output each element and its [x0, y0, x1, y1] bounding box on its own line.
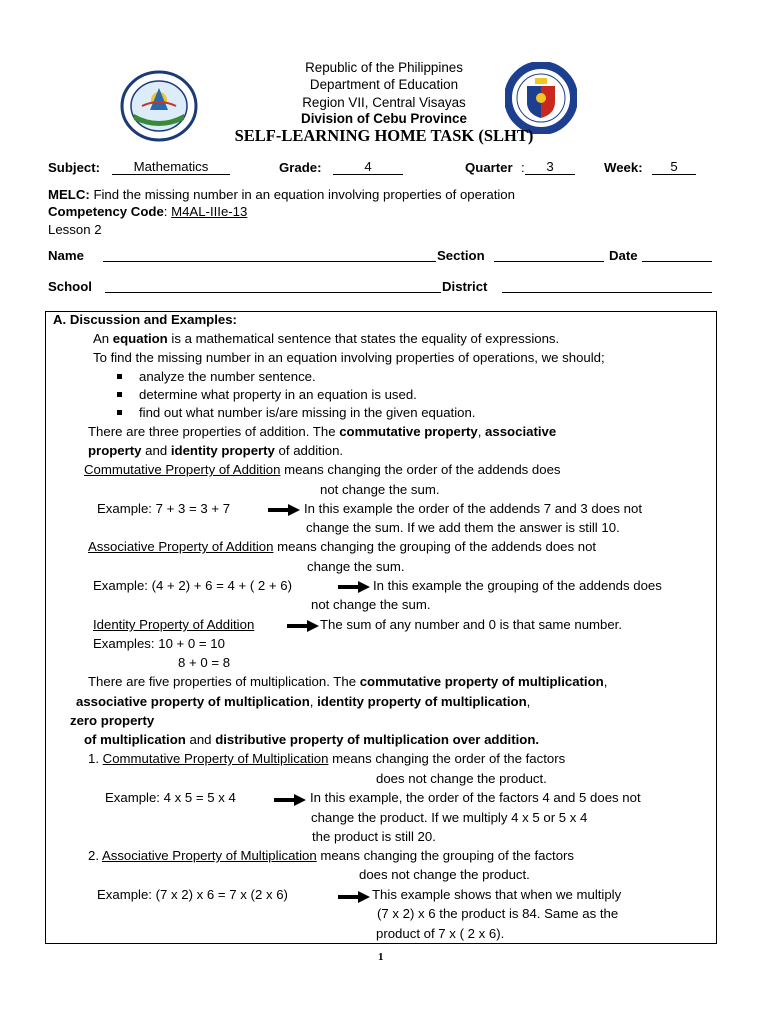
equation-definition: An equation is a mathematical sentence that states the equality of expressions. [93, 331, 560, 346]
associative-multiplication: 2. Associative Property of Multiplication means changing the grouping of the factors [88, 848, 575, 863]
date-field[interactable] [642, 261, 712, 262]
week-value: 5 [652, 160, 696, 175]
melc-text: Find the missing number in an equation involving properties of operation [93, 187, 515, 202]
commutative-example-text: In this example the order of the addends 7 and 3 does not [304, 501, 642, 516]
commutative-example-text-2: change the sum. If we add them the answer is still 10. [306, 520, 620, 535]
district-field[interactable] [502, 292, 712, 293]
bullet-icon [117, 374, 122, 379]
competency-line: Competency Code: M4AL-IIIe-13 [48, 204, 248, 219]
section-label: Section [437, 248, 485, 263]
associative-multiplication-2: does not change the product. [359, 867, 530, 882]
addition-intro-2: property and identity property of addition. [88, 443, 344, 458]
multiplication-intro-3: zero property [70, 713, 155, 728]
commutative-addition-2: not change the sum. [320, 482, 440, 497]
commutative-example: Example: 7 + 3 = 3 + 7 [97, 501, 231, 516]
quarter-label: Quarter [465, 160, 513, 175]
competency-code: M4AL-IIIe-13 [171, 204, 248, 219]
header-division: Division of Cebu Province [301, 111, 467, 126]
grade-label: Grade: [279, 160, 322, 175]
arrow-right-icon [338, 581, 370, 593]
week-label: Week: [604, 160, 643, 175]
header-region: Region VII, Central Visayas [302, 95, 466, 110]
header-republic: Republic of the Philippines [305, 60, 463, 75]
subject-label: Subject: [48, 160, 101, 175]
arrow-right-icon [274, 794, 306, 806]
school-field[interactable] [105, 292, 441, 293]
identity-addition-text: The sum of any number and 0 is that same number. [320, 617, 623, 632]
arrow-right-icon [268, 504, 300, 516]
multiplication-intro: There are five properties of multiplication. The commutative property of multiplication, [88, 674, 608, 689]
addition-intro: There are three properties of addition. The commutative property, associative [88, 424, 557, 439]
name-field[interactable] [103, 261, 436, 262]
commutative-multiplication: 1. Commutative Property of Multiplication means changing the order of the factors [88, 751, 566, 766]
identity-example-1: Examples: 10 + 0 = 10 [93, 636, 225, 651]
header-department: Department of Education [309, 77, 459, 92]
associative-addition-2: change the sum. [307, 559, 405, 574]
associative-example-text: In this example the grouping of the addends does [373, 578, 662, 593]
bullet-icon [117, 410, 122, 415]
multiplication-intro-2: associative property of multiplication, identity property of multiplication, [76, 694, 531, 709]
competency-label: Competency Code [48, 204, 164, 219]
multiplication-example-1: Example: 4 x 5 = 5 x 4 [105, 790, 236, 805]
multiplication-example-2-text-3: product of 7 x ( 2 x 6). [376, 926, 505, 941]
arrow-right-icon [338, 891, 370, 903]
multiplication-example-1-text: In this example, the order of the factors 4 and 5 does not [310, 790, 641, 805]
multiplication-example-2: Example: (7 x 2) x 6 = 7 x (2 x 6) [97, 887, 288, 902]
multiplication-example-1-text-2: change the product. If we multiply 4 x 5 or 5 x 4 [311, 810, 588, 825]
list-item: analyze the number sentence. [139, 369, 316, 384]
commutative-addition: Commutative Property of Addition means changing the order of the addends does [84, 462, 561, 477]
multiplication-intro-4: of multiplication and distributive property of multiplication over addition. [84, 732, 540, 747]
instruction-text: To find the missing number in an equation involving properties of operations, we should; [93, 350, 605, 365]
subject-value: Mathematics [112, 160, 230, 175]
arrow-right-icon [287, 620, 319, 632]
multiplication-example-2-text: This example shows that when we multiply [372, 887, 622, 902]
page-number: 1 [378, 951, 384, 963]
lesson-label: Lesson 2 [48, 222, 102, 237]
section-field[interactable] [494, 261, 604, 262]
identity-addition-term: Identity Property of Addition [93, 617, 255, 632]
name-label: Name [48, 248, 84, 263]
list-item: determine what property in an equation is used. [139, 387, 417, 402]
district-label: District [442, 279, 488, 294]
melc-label: MELC: [48, 187, 90, 202]
multiplication-example-1-text-3: the product is still 20. [312, 829, 436, 844]
quarter-value: 3 [525, 160, 575, 175]
school-label: School [48, 279, 92, 294]
section-heading: A. Discussion and Examples: [53, 312, 237, 327]
grade-value: 4 [333, 160, 403, 175]
bullet-icon [117, 392, 122, 397]
associative-example: Example: (4 + 2) + 6 = 4 + ( 2 + 6) [93, 578, 293, 593]
date-label: Date [609, 248, 638, 263]
melc-line [48, 187, 515, 202]
commutative-multiplication-2: does not change the product. [376, 771, 547, 786]
identity-example-2: 8 + 0 = 8 [178, 655, 231, 670]
page-title: SELF-LEARNING HOME TASK (SLHT) [234, 126, 534, 145]
associative-example-text-2: not change the sum. [311, 597, 431, 612]
associative-addition: Associative Property of Addition means changing the grouping of the addends does not [88, 539, 597, 554]
list-item: find out what number is/are missing in the given equation. [139, 405, 476, 420]
multiplication-example-2-text-2: (7 x 2) x 6 the product is 84. Same as the [377, 906, 619, 921]
